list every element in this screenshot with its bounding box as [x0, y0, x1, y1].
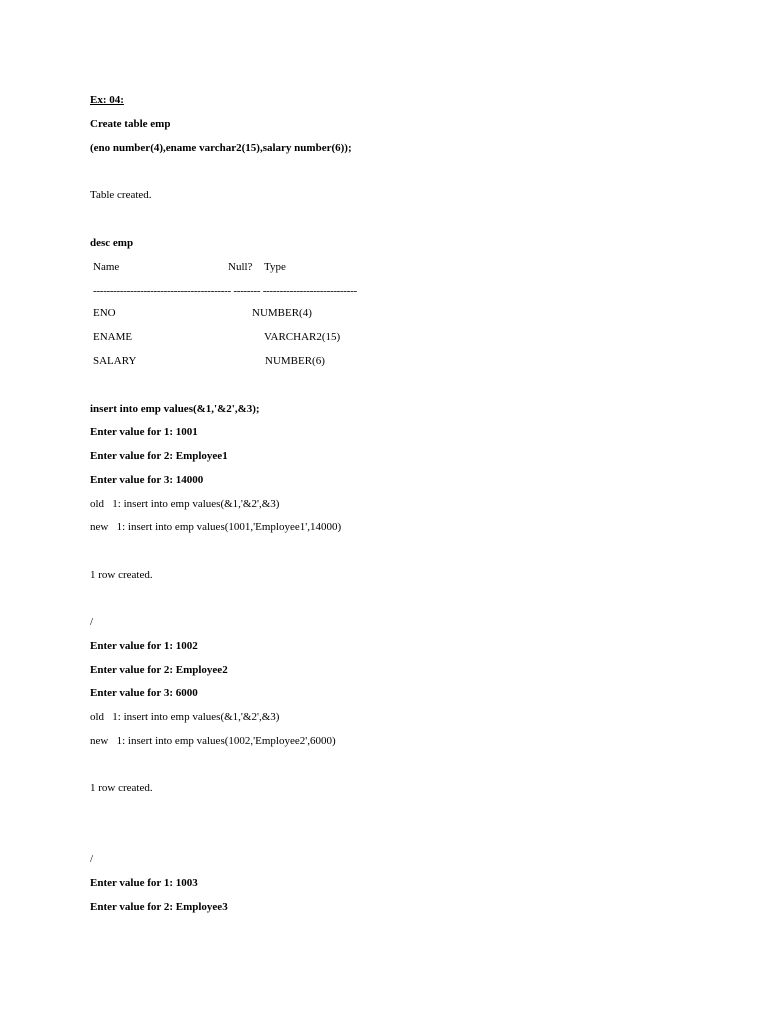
prompt-value-2: Enter value for 2: Employee1 [90, 450, 228, 462]
exercise-heading: Ex: 04: [90, 94, 124, 106]
prompt-value-1: Enter value for 1: 1003 [90, 877, 198, 889]
desc-header-name: Name [93, 261, 120, 273]
prompt-value-1: Enter value for 1: 1002 [90, 640, 198, 652]
prompt-value-3: Enter value for 3: 14000 [90, 474, 204, 486]
prompt-value-1: Enter value for 1: 1001 [90, 426, 198, 438]
desc-row-name: SALARY [93, 355, 137, 367]
desc-row-type: NUMBER(6) [265, 355, 325, 367]
prompt-value-2: Enter value for 2: Employee2 [90, 664, 228, 676]
rerun-slash: / [90, 853, 94, 865]
old-line: old 1: insert into emp values(&1,'&2',&3) [90, 498, 280, 510]
create-statement-line-2: (eno number(4),ename varchar2(15),salary number(6)); [90, 142, 352, 154]
desc-row-name: ENO [93, 307, 116, 319]
new-line: new 1: insert into emp values(1002,'Employee2',6000) [90, 735, 336, 747]
desc-row-type: NUMBER(4) [252, 307, 312, 319]
desc-row-name: ENAME [93, 331, 133, 343]
desc-header-null: Null? [228, 261, 253, 273]
prompt-value-3: Enter value for 3: 6000 [90, 687, 198, 699]
new-line: new 1: insert into emp values(1001,'Employee1',14000) [90, 521, 342, 533]
row-created-message: 1 row created. [90, 569, 153, 581]
desc-row-type: VARCHAR2(15) [264, 331, 341, 343]
create-statement-line-1: Create table emp [90, 118, 171, 130]
desc-header-type: Type [264, 261, 286, 273]
desc-command: desc emp [90, 237, 134, 249]
desc-separator: ----------------------------------------- -------- ---------------------------- [93, 285, 357, 297]
prompt-value-2: Enter value for 2: Employee3 [90, 901, 228, 913]
insert-command: insert into emp values(&1,'&2',&3); [90, 403, 260, 415]
rerun-slash: / [90, 616, 94, 628]
table-created-message: Table created. [90, 189, 152, 201]
row-created-message: 1 row created. [90, 782, 153, 794]
old-line: old 1: insert into emp values(&1,'&2',&3) [90, 711, 280, 723]
